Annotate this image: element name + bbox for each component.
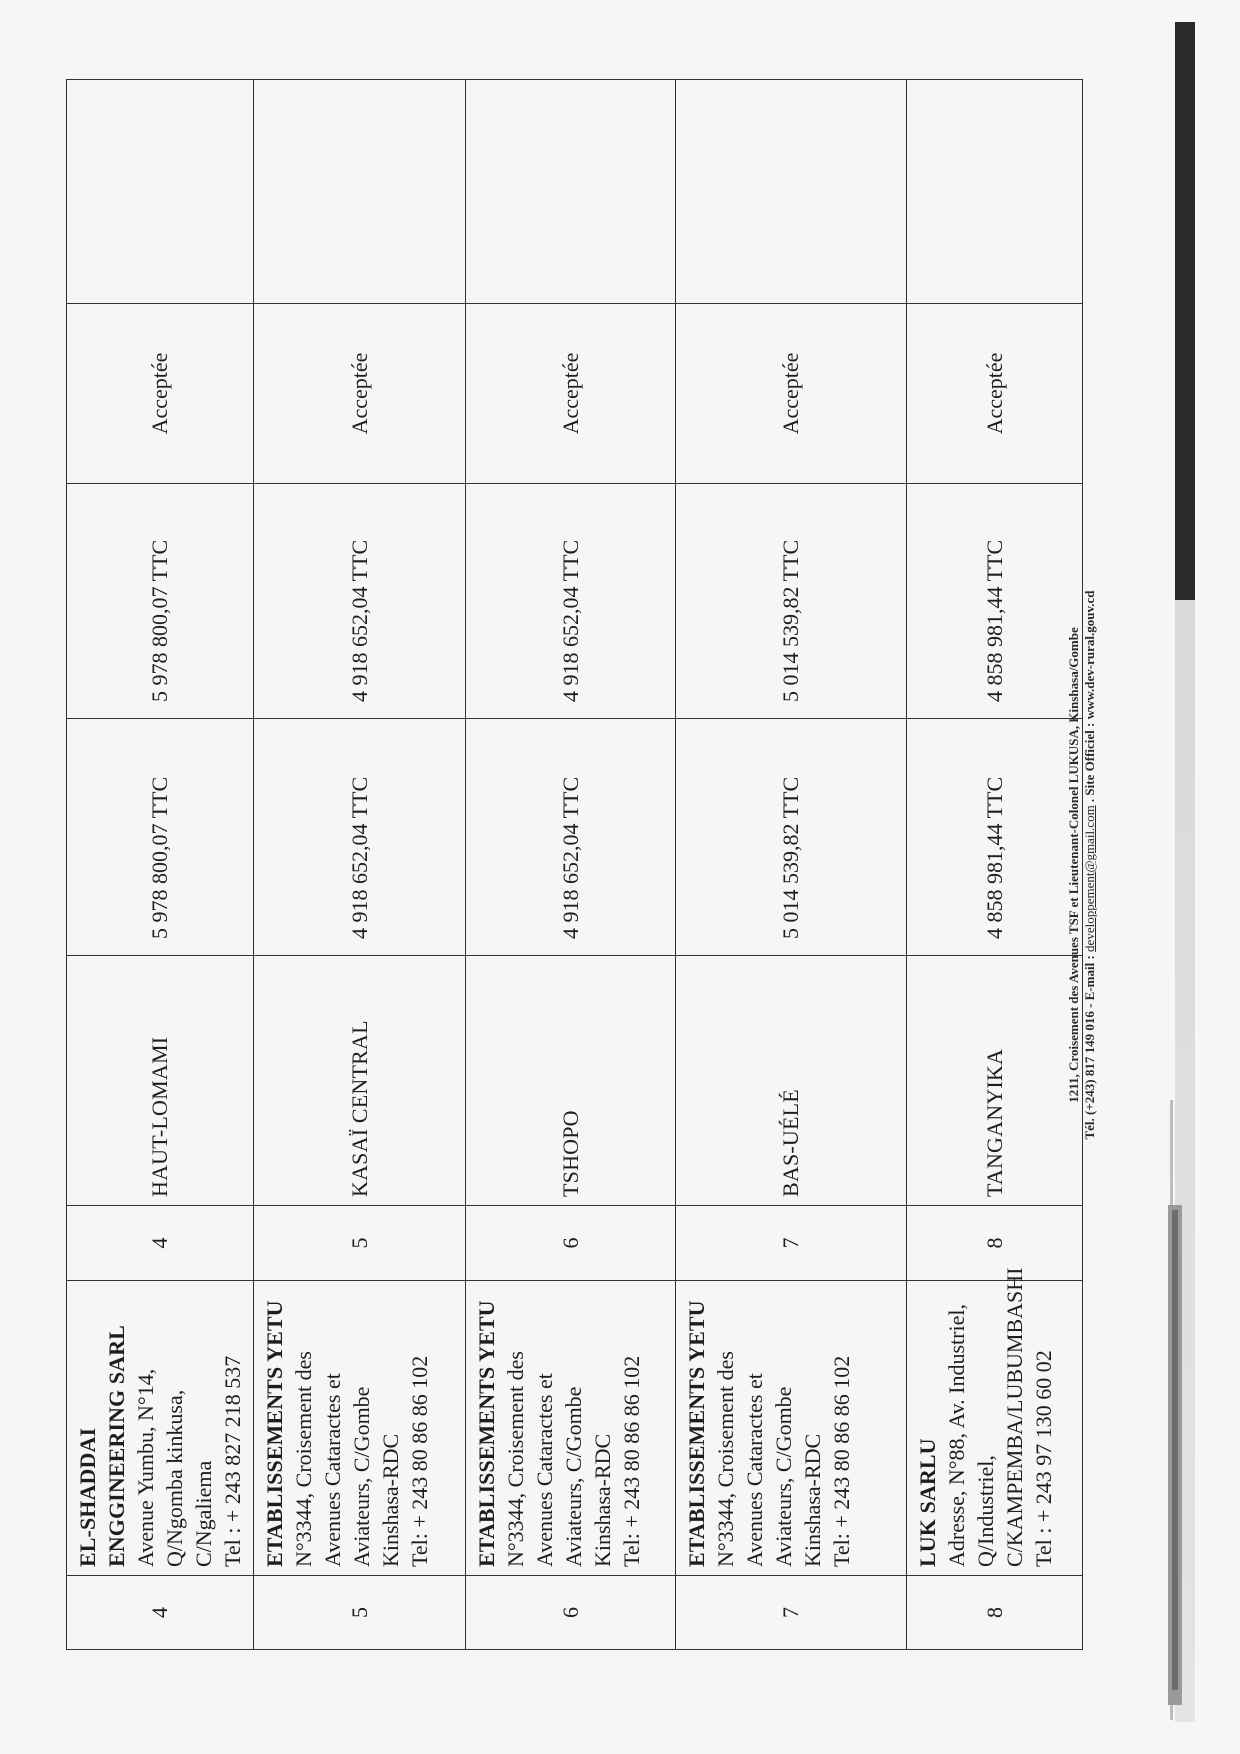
province-cell: TANGANYIKA — [907, 956, 1083, 1206]
bidder-name: ETABLISSEMENTS YETU — [684, 1300, 709, 1567]
footer-website: . Site Officiel : www.dev-rural.gouv.cd — [1082, 590, 1097, 806]
bidder-cell — [466, 1281, 676, 1576]
bidder-cell — [254, 1281, 466, 1576]
table-row — [67, 80, 254, 1650]
bidder-detail-line: Avenue Yumbu, N°14, — [133, 1368, 158, 1567]
lot-number-cell: 4 — [67, 1206, 254, 1281]
amount-corrected-cell: 5 978 800,07 TTC — [67, 484, 254, 719]
bidder-detail-line: Kinshasa-RDC — [590, 1433, 615, 1567]
bidder-cell — [676, 1281, 907, 1576]
footer-email-link[interactable]: developpement@gmail.com — [1082, 805, 1097, 952]
lot-number-cell: 6 — [466, 1206, 676, 1281]
bidder-detail-line: Aviateurs, C/Gombe — [561, 1386, 586, 1567]
bidder-detail-line: Q/Industriel, — [973, 1455, 998, 1567]
bidder-name: ENGGINEERING SARL — [104, 1325, 129, 1567]
bidder-cell — [907, 1267, 1083, 1576]
row-number-cell: 4 — [67, 1576, 254, 1650]
amount-corrected-cell: 4 918 652,04 TTC — [254, 484, 466, 719]
amount-corrected-cell: 5 014 539,82 TTC — [676, 484, 907, 719]
status-cell: Acceptée — [466, 304, 676, 484]
notes-cell — [466, 80, 676, 304]
bidder-detail-line: Aviateurs, C/Gombe — [349, 1386, 374, 1567]
rotated-page — [66, 80, 1096, 1650]
bidder-detail-line: Aviateurs, C/Gombe — [771, 1386, 796, 1567]
province-cell: HAUT-LOMAMI — [67, 956, 254, 1206]
status-cell: Acceptée — [676, 304, 907, 484]
bids-table — [66, 79, 1083, 1650]
lot-number-cell: 8 — [907, 1206, 1083, 1281]
page-footer — [1066, 80, 1098, 1650]
bidder-name: ETABLISSEMENTS YETU — [262, 1300, 287, 1567]
footer-contacts — [1082, 80, 1098, 1650]
row-number-cell: 8 — [907, 1576, 1083, 1650]
amount-read-cell: 5 014 539,82 TTC — [676, 719, 907, 956]
bidder-name: LUK SARLU — [915, 1438, 940, 1567]
province-cell: KASAÏ CENTRAL — [254, 956, 466, 1206]
bidder-detail-line: N°3344, Croisement des — [503, 1351, 528, 1567]
notes-cell — [254, 80, 466, 304]
bidder-name: EL-SHADDAI — [75, 1427, 100, 1567]
scan-edge-strip — [1172, 1210, 1178, 1690]
province-cell: TSHOPO — [466, 956, 676, 1206]
bidder-detail-line: N°3344, Croisement des — [713, 1351, 738, 1567]
table-row — [676, 80, 907, 1650]
bidder-detail-line: C/KAMPEMBA/LUBUMBASHI — [1002, 1267, 1027, 1567]
row-number-cell: 5 — [254, 1576, 466, 1650]
table-row — [907, 80, 1083, 1650]
province-cell: BAS-UÉLÉ — [676, 956, 907, 1206]
bidder-detail-line: Kinshasa-RDC — [378, 1433, 403, 1567]
amount-read-cell: 4 918 652,04 TTC — [466, 719, 676, 956]
bidder-detail-line: Tel : + 243 97 130 60 02 — [1031, 1350, 1056, 1567]
status-cell: Acceptée — [907, 304, 1083, 484]
amount-read-cell: 4 918 652,04 TTC — [254, 719, 466, 956]
bidder-detail-line: Kinshasa-RDC — [800, 1433, 825, 1567]
bidder-cell — [67, 1281, 254, 1576]
notes-cell — [907, 80, 1083, 304]
bidder-detail-line: Tel : + 243 827 218 537 — [220, 1355, 245, 1567]
lot-number-cell: 7 — [676, 1206, 907, 1281]
bidder-detail-line: C/Ngaliema — [191, 1460, 216, 1567]
bidder-detail-line: Avenues Cataractes et — [532, 1373, 557, 1567]
bidder-name: ETABLISSEMENTS YETU — [474, 1300, 499, 1567]
amount-read-cell: 4 858 981,44 TTC — [907, 719, 1083, 956]
amount-corrected-cell: 4 918 652,04 TTC — [466, 484, 676, 719]
table-row — [254, 80, 466, 1650]
amount-read-cell: 5 978 800,07 TTC — [67, 719, 254, 956]
bidder-detail-line: Adresse, N°88, Av. Industriel, — [944, 1304, 969, 1567]
bidder-detail-line: N°3344, Croisement des — [291, 1351, 316, 1567]
notes-cell — [67, 80, 254, 304]
lot-number-cell: 5 — [254, 1206, 466, 1281]
bidder-detail-line: Tel: + 243 80 86 86 102 — [829, 1355, 854, 1567]
bidder-detail-line: Avenues Cataractes et — [742, 1373, 767, 1567]
footer-phone: Tél. (+243) 817 149 016 - E-mail : — [1082, 951, 1097, 1140]
bidder-detail-line: Q/Ngomba kinkusa, — [162, 1389, 187, 1567]
status-cell: Acceptée — [67, 304, 254, 484]
bidder-detail-line: Avenues Cataractes et — [320, 1373, 345, 1567]
bidder-detail-line: Tel: + 243 80 86 86 102 — [407, 1355, 432, 1567]
row-number-cell: 6 — [466, 1576, 676, 1650]
notes-cell — [676, 80, 907, 304]
footer-address: 1211, Croisement des Avenues TSF et Lieutenant-Colonel LUKUSA, Kinshasa/Gombe — [1066, 627, 1081, 1103]
row-number-cell: 7 — [676, 1576, 907, 1650]
amount-corrected-cell: 4 858 981,44 TTC — [907, 484, 1083, 719]
table-row — [466, 80, 676, 1650]
bidder-detail-line: Tel: + 243 80 86 86 102 — [619, 1355, 644, 1567]
status-cell: Acceptée — [254, 304, 466, 484]
